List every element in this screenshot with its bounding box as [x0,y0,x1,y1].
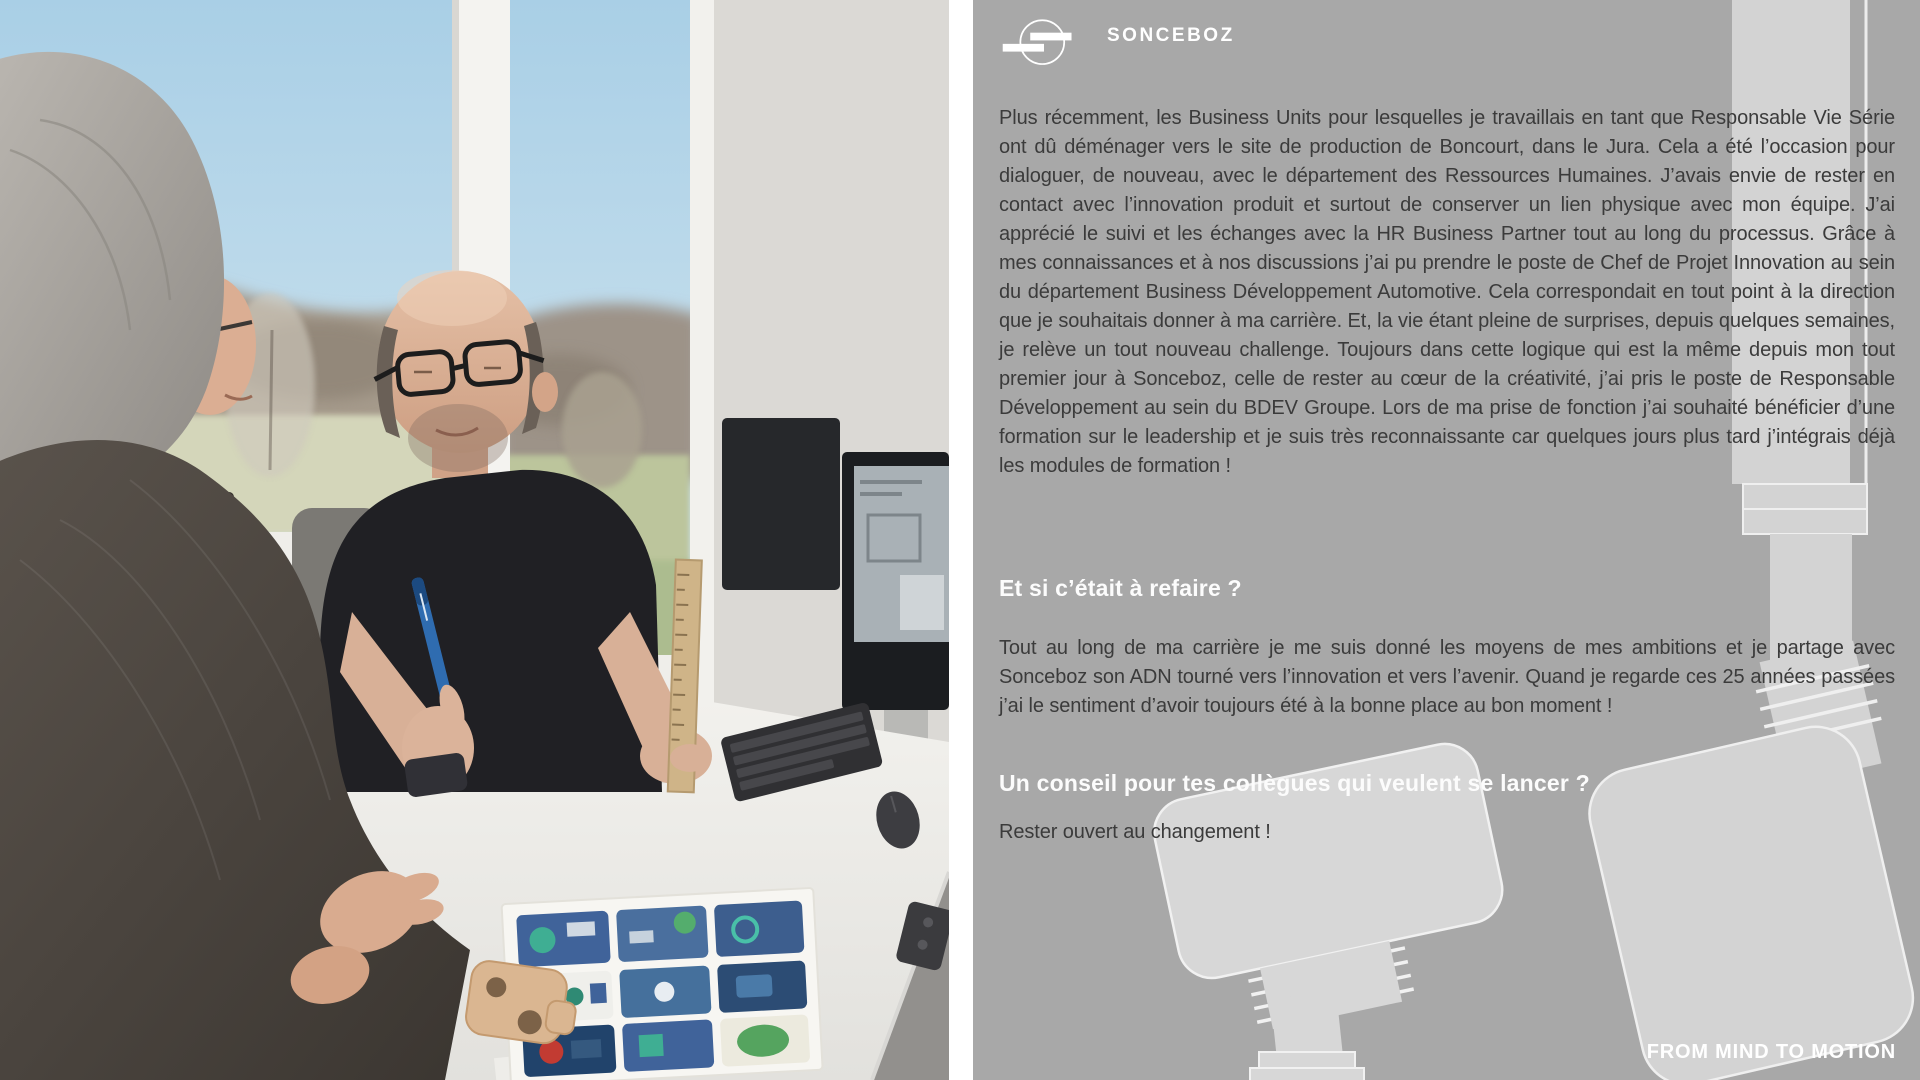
brand-tagline: FROM MIND TO MOTION [1646,1041,1896,1063]
product-render [720,1014,810,1067]
interview-paragraph: Plus récemment, les Business Units pour lesquelles je travaillais en tant que Responsable Vie Série ont dû déménager vers le site de production de Boncourt, dans le Jura. Cela a été l’occasion pour dialoguer, de nouveau, avec le département des Ressources Humaines. J’avais envie de rester en contact avec l’innovation produit et surtout de conserver un lien physique avec mon équipe. J’ai apprécié le suivi et les échanges avec la HR Business Partner tout au long du processus. Grâce à mes connaissances et à nos discussions j’ai pu prendre le poste de Chef de Projet Innovation au sein du département Business Développement Automotive. Cela correspondait en tout point à la direction que je souhaitais donner à ma carrière. Et, la vie étant pleine de surprises, depuis quelques semaines, je relève un tout nouveau challenge. Toujours dans cette logique qui est la même depuis mon tout premier jour à Sonceboz, celle de rester au cœur de la créativité, j’ai pris le poste de Responsable Développement au sein du BDEV Groupe. Lors de ma prise de fonction j’ai souhaité bénéficier d’une formation sur le leadership et je suis très reconnaissante car quelques jours plus tard j’intégrais déjà les modules de formation ! [999,107,1895,477]
panel-divider [949,0,973,1080]
product-render [516,911,611,968]
monitor-back [722,418,840,590]
product-render [717,960,807,1013]
monitor-cad [842,452,949,746]
product-render [616,905,709,962]
answer-conseil: Rester ouvert au changement ! [999,821,1271,843]
question-refaire: Et si c’était à refaire ? [999,575,1242,601]
product-render [714,900,805,957]
question-conseil: Un conseil pour tes collègues qui veulent se lancer ? [999,770,1590,796]
product-render [619,965,711,1018]
office-photo [0,0,949,1080]
logo-wordmark: SONCEBOZ [1107,25,1235,46]
office-photo-illustration [0,0,949,1080]
product-render [622,1019,714,1072]
man-tshirt [318,470,662,792]
content-panel [973,0,1920,1080]
answer-refaire: Tout au long de ma carrière je me suis donné les moyens de mes ambitions et je partage avec Sonceboz son ADN tourné vers l’innovation et vers l’avenir. Quand je regarde ces 25 années passées j’ai le sentiment d’avoir toujours été à la bonne place au bon moment ! [999,637,1895,717]
sonceboz-logo-icon [1001,14,1087,72]
logo [1001,14,1235,72]
